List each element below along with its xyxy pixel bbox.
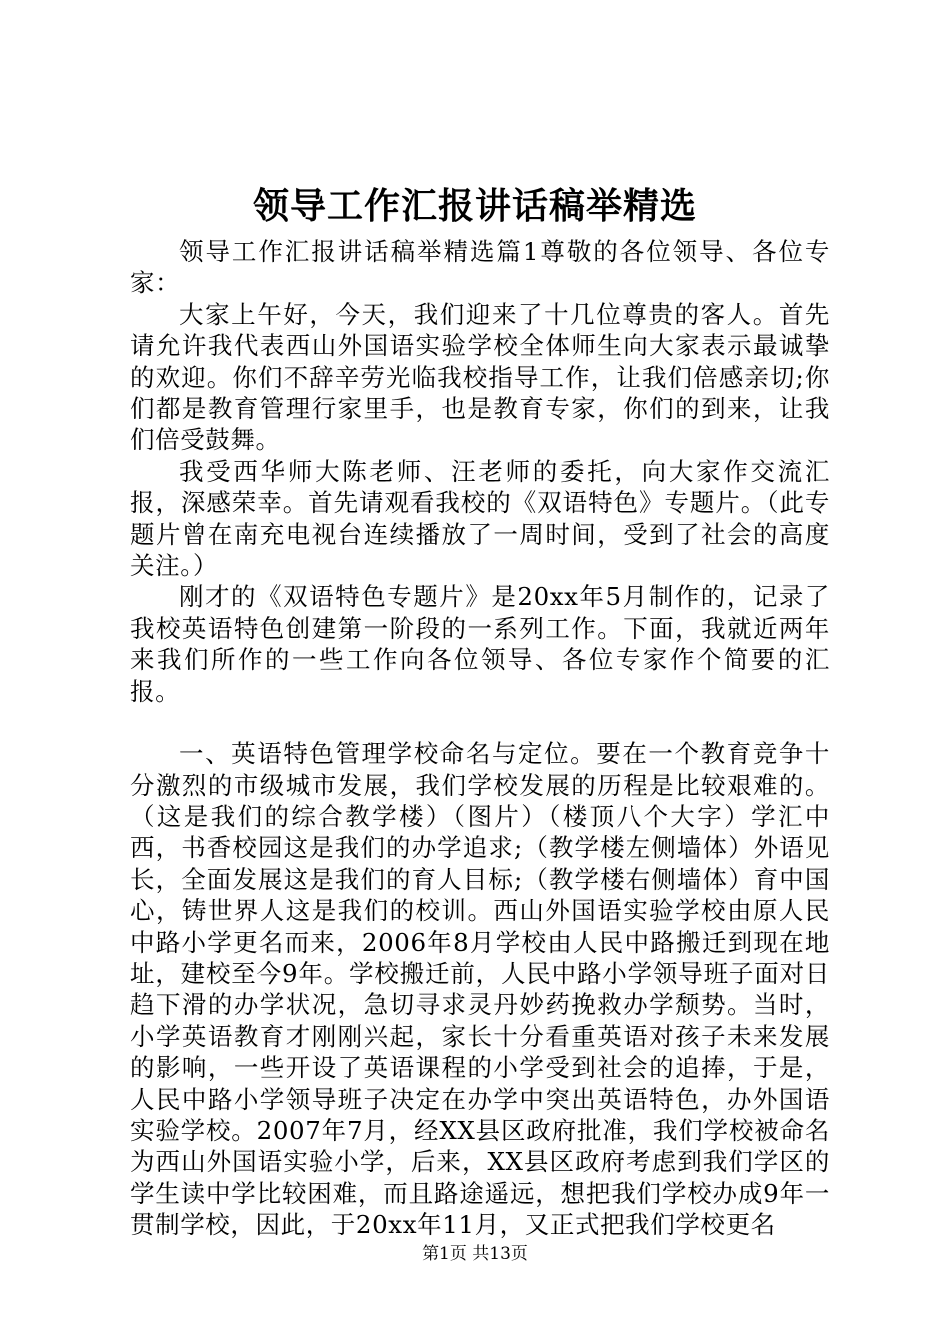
paragraph-report-intro: 刚才的《双语特色专题片》是20xx年5月制作的，记录了我校英语特色创建第一阶段的一系列工作。下面，我就近两年来我们所作的一些工作向各位领导、各位专家作个简要的汇报。 xyxy=(130,582,830,706)
paragraph-welcome: 大家上午好，今天，我们迎来了十几位尊贵的客人。首先请允许我代表西山外国语实验学校全体师生向大家表示最诚挚的欢迎。你们不辞辛劳光临我校指导工作，让我们倍感亲切;你们都是教育管理行家里手，也是教育专家，你们的到来，让我们倍受鼓舞。 xyxy=(130,299,830,455)
paragraph-greeting: 领导工作汇报讲话稿举精选篇1尊敬的各位领导、各位专家： xyxy=(130,237,830,298)
document-title: 领导工作汇报讲话稿举精选 xyxy=(252,185,697,227)
paragraph-video-intro: 我受西华师大陈老师、汪老师的委托，向大家作交流汇报，深感荣幸。首先请观看我校的《双语特色》专题片。（此专题片曾在南充电视台连续播放了一周时间，受到了社会的高度关注。） xyxy=(130,456,830,581)
page-footer: 第1页 共13页 xyxy=(422,1244,528,1264)
document-body xyxy=(130,236,830,1241)
paragraph-section-one: 一、英语特色管理学校命名与定位。要在一个教育竞争十分激烈的市级城市发展，我们学校发展的历程是比较艰难的。（这是我们的综合教学楼）（图片）（楼顶八个大字）学汇中西，书香校园这是我们的办学追求;（教学楼左侧墙体）外语见长，全面发展这是我们的育人目标;（教学楼右侧墙体）育中国心，铸世界人这是我们的校训。西山外国语实验学校由原人民中路小学更名而来，2006年8月学校由人民中路搬迁到现在地址，建校至今9年。学校搬迁前，人民中路小学领导班子面对日趋下滑的办学状况，急切寻求灵丹妙药挽救办学颓势。当时，小学英语教育才刚刚兴起，家长十分看重英语对孩子未来发展的影响，一些开设了英语课程的小学受到社会的追捧，于是，人民中路小学领导班子决定在办学中突出英语特色，办外国语实验学校。2007年7月，经XX县区政府批准，我们学校被命名为西山外国语实验小学，后来，XX县区政府考虑到我们学区的学生读中学比较困难，而且路途遥远，想把我们学校办成9年一贯制学校，因此，于20xx年11月，又正式把我们学校更名 xyxy=(130,739,830,1240)
